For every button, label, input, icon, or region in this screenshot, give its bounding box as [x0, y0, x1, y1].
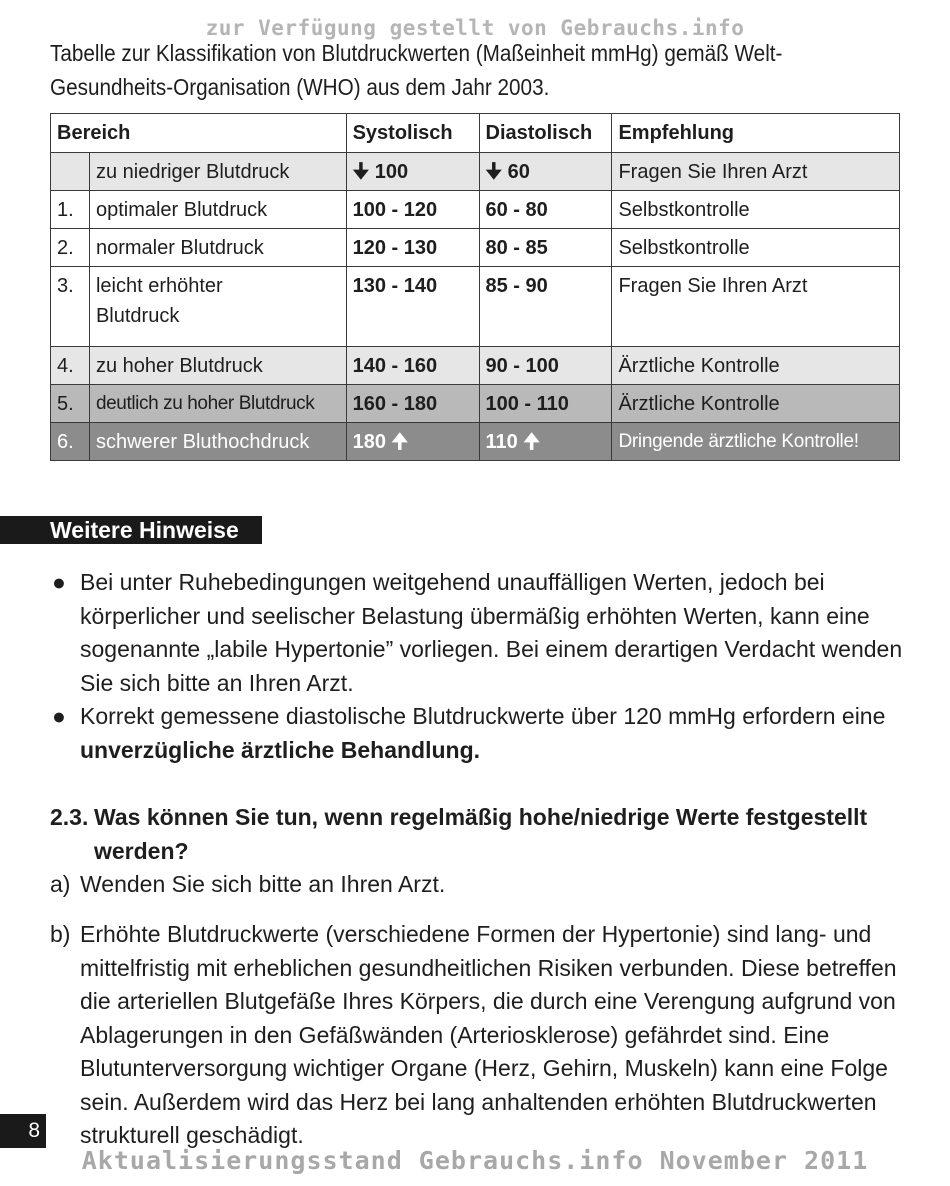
table-header-row: [51, 114, 900, 153]
row-recommendation: Ärztliche Kontrolle: [612, 385, 900, 423]
row-recommendation: Selbstkontrolle: [612, 229, 900, 267]
header-systolisch: Systolisch: [346, 114, 479, 153]
table-row: [51, 191, 900, 229]
bullet-text: Bei unter Ruhebedingungen weitgehend unauffälligen Werten, jedoch bei körperlicher und seelischer Belastung übermäßig erhöhten Werten, kann eine sogenannte „labile Hypertonie” vorliegen. Bei einem derartigen Verdacht wenden Sie sich bitte an Ihren Arzt.: [80, 569, 903, 696]
row-number: 1.: [51, 191, 90, 229]
row-label: schwerer Bluthochdruck: [89, 423, 346, 461]
header-empfehlung: Empfehlung: [612, 114, 900, 153]
row-label: zu niedriger Blutdruck: [89, 153, 346, 191]
header-diastolisch: Diastolisch: [479, 114, 612, 153]
row-systolic: 🠋 100: [346, 153, 479, 191]
intro-text: Tabelle zur Klassifikation von Blutdruckwerten (Maßeinheit mmHg) gemäß Welt-Gesundheits-Organisation (WHO) aus dem Jahr 2003.: [50, 40, 783, 100]
row-label: deutlich zu hoher Blutdruck: [89, 385, 346, 423]
table-row: [51, 229, 900, 267]
row-label: leicht erhöhter Blutdruck: [89, 267, 346, 347]
row-recommendation: Ärztliche Kontrolle: [612, 347, 900, 385]
row-diastolic: 80 - 85: [479, 229, 612, 267]
row-recommendation: Fragen Sie Ihren Arzt: [612, 153, 900, 191]
hints-heading: Weitere Hinweise: [0, 516, 262, 544]
list-item: [50, 700, 910, 767]
row-diastolic: 90 - 100: [479, 347, 612, 385]
row-diastolic: 🠋 60: [479, 153, 612, 191]
row-recommendation: Fragen Sie Ihren Arzt: [612, 267, 900, 347]
row-diastolic: 85 - 90: [479, 267, 612, 347]
row-number: 6.: [51, 423, 90, 461]
bullet-icon: ●: [52, 703, 66, 729]
header-bereich: Bereich: [51, 114, 347, 153]
blood-pressure-table: [50, 113, 900, 461]
item-text: Wenden Sie sich bitte an Ihren Arzt.: [80, 871, 446, 897]
hints-list: [50, 566, 910, 767]
list-item: [50, 566, 910, 700]
section-title: Was können Sie tun, wenn regelmäßig hohe/niedrige Werte festgestellt werden?: [94, 804, 868, 864]
row-systolic: 100 - 120: [346, 191, 479, 229]
row-number: [51, 153, 90, 191]
row-label: normaler Blutdruck: [89, 229, 346, 267]
table-row: [51, 347, 900, 385]
row-systolic: 140 - 160: [346, 347, 479, 385]
item-text: Erhöhte Blutdruckwerte (verschiedene Formen der Hypertonie) sind lang- und mittelfristig mit erheblichen gesundheitlichen Risiken verbunden. Diese betreffen die arteriellen Blutgefäße Ihres Körpers, die durch eine Verengung aufgrund von Ablagerungen in den Gefäßwänden (Arteriosklerose) gefährdet sind. Eine Blutunterversorgung wichtiger Organe (Herz, Gehirn, Muskeln) kann eine Folge sein. Außerdem wird das Herz bei lang anhaltenden erhöhten Blutdruckwerten strukturell geschädigt.: [80, 921, 897, 1148]
row-number: 3.: [51, 267, 90, 347]
section-heading: [50, 800, 910, 868]
item-marker: b): [50, 921, 71, 947]
bullet-icon: ●: [52, 569, 66, 595]
row-number: 4.: [51, 347, 90, 385]
row-recommendation: Dringende ärztliche Kontrolle!: [612, 423, 900, 461]
row-diastolic: 60 - 80: [479, 191, 612, 229]
list-item-b: [50, 918, 910, 1153]
table-row: [51, 423, 900, 461]
row-systolic: 120 - 130: [346, 229, 479, 267]
section-number: 2.3.: [50, 804, 89, 830]
table-row: [51, 267, 900, 347]
row-number: 2.: [51, 229, 90, 267]
page-number: 8: [0, 1114, 46, 1148]
item-marker: a): [50, 871, 71, 897]
watermark-bottom: Aktualisierungsstand Gebrauchs.info November 2011: [81, 1146, 869, 1175]
list-item-a: [50, 868, 910, 902]
table-row: [51, 385, 900, 423]
row-systolic: 130 - 140: [346, 267, 479, 347]
bullet-bold-text: unverzügliche ärztliche Behandlung.: [80, 736, 481, 763]
row-label: zu hoher Blutdruck: [89, 347, 346, 385]
table-row: [51, 153, 900, 191]
bullet-text: Korrekt gemessene diastolische Blutdruckwerte über 120 mmHg erfordern eine: [80, 703, 886, 729]
row-systolic: 160 - 180: [346, 385, 479, 423]
watermark-top: zur Verfügung gestellt von Gebrauchs.info: [205, 16, 745, 40]
row-label: optimaler Blutdruck: [89, 191, 346, 229]
row-number: 5.: [51, 385, 90, 423]
row-diastolic: 100 - 110: [479, 385, 612, 423]
row-diastolic: 110 🠉: [479, 423, 612, 461]
row-systolic: 180 🠉: [346, 423, 479, 461]
row-recommendation: Selbstkontrolle: [612, 191, 900, 229]
